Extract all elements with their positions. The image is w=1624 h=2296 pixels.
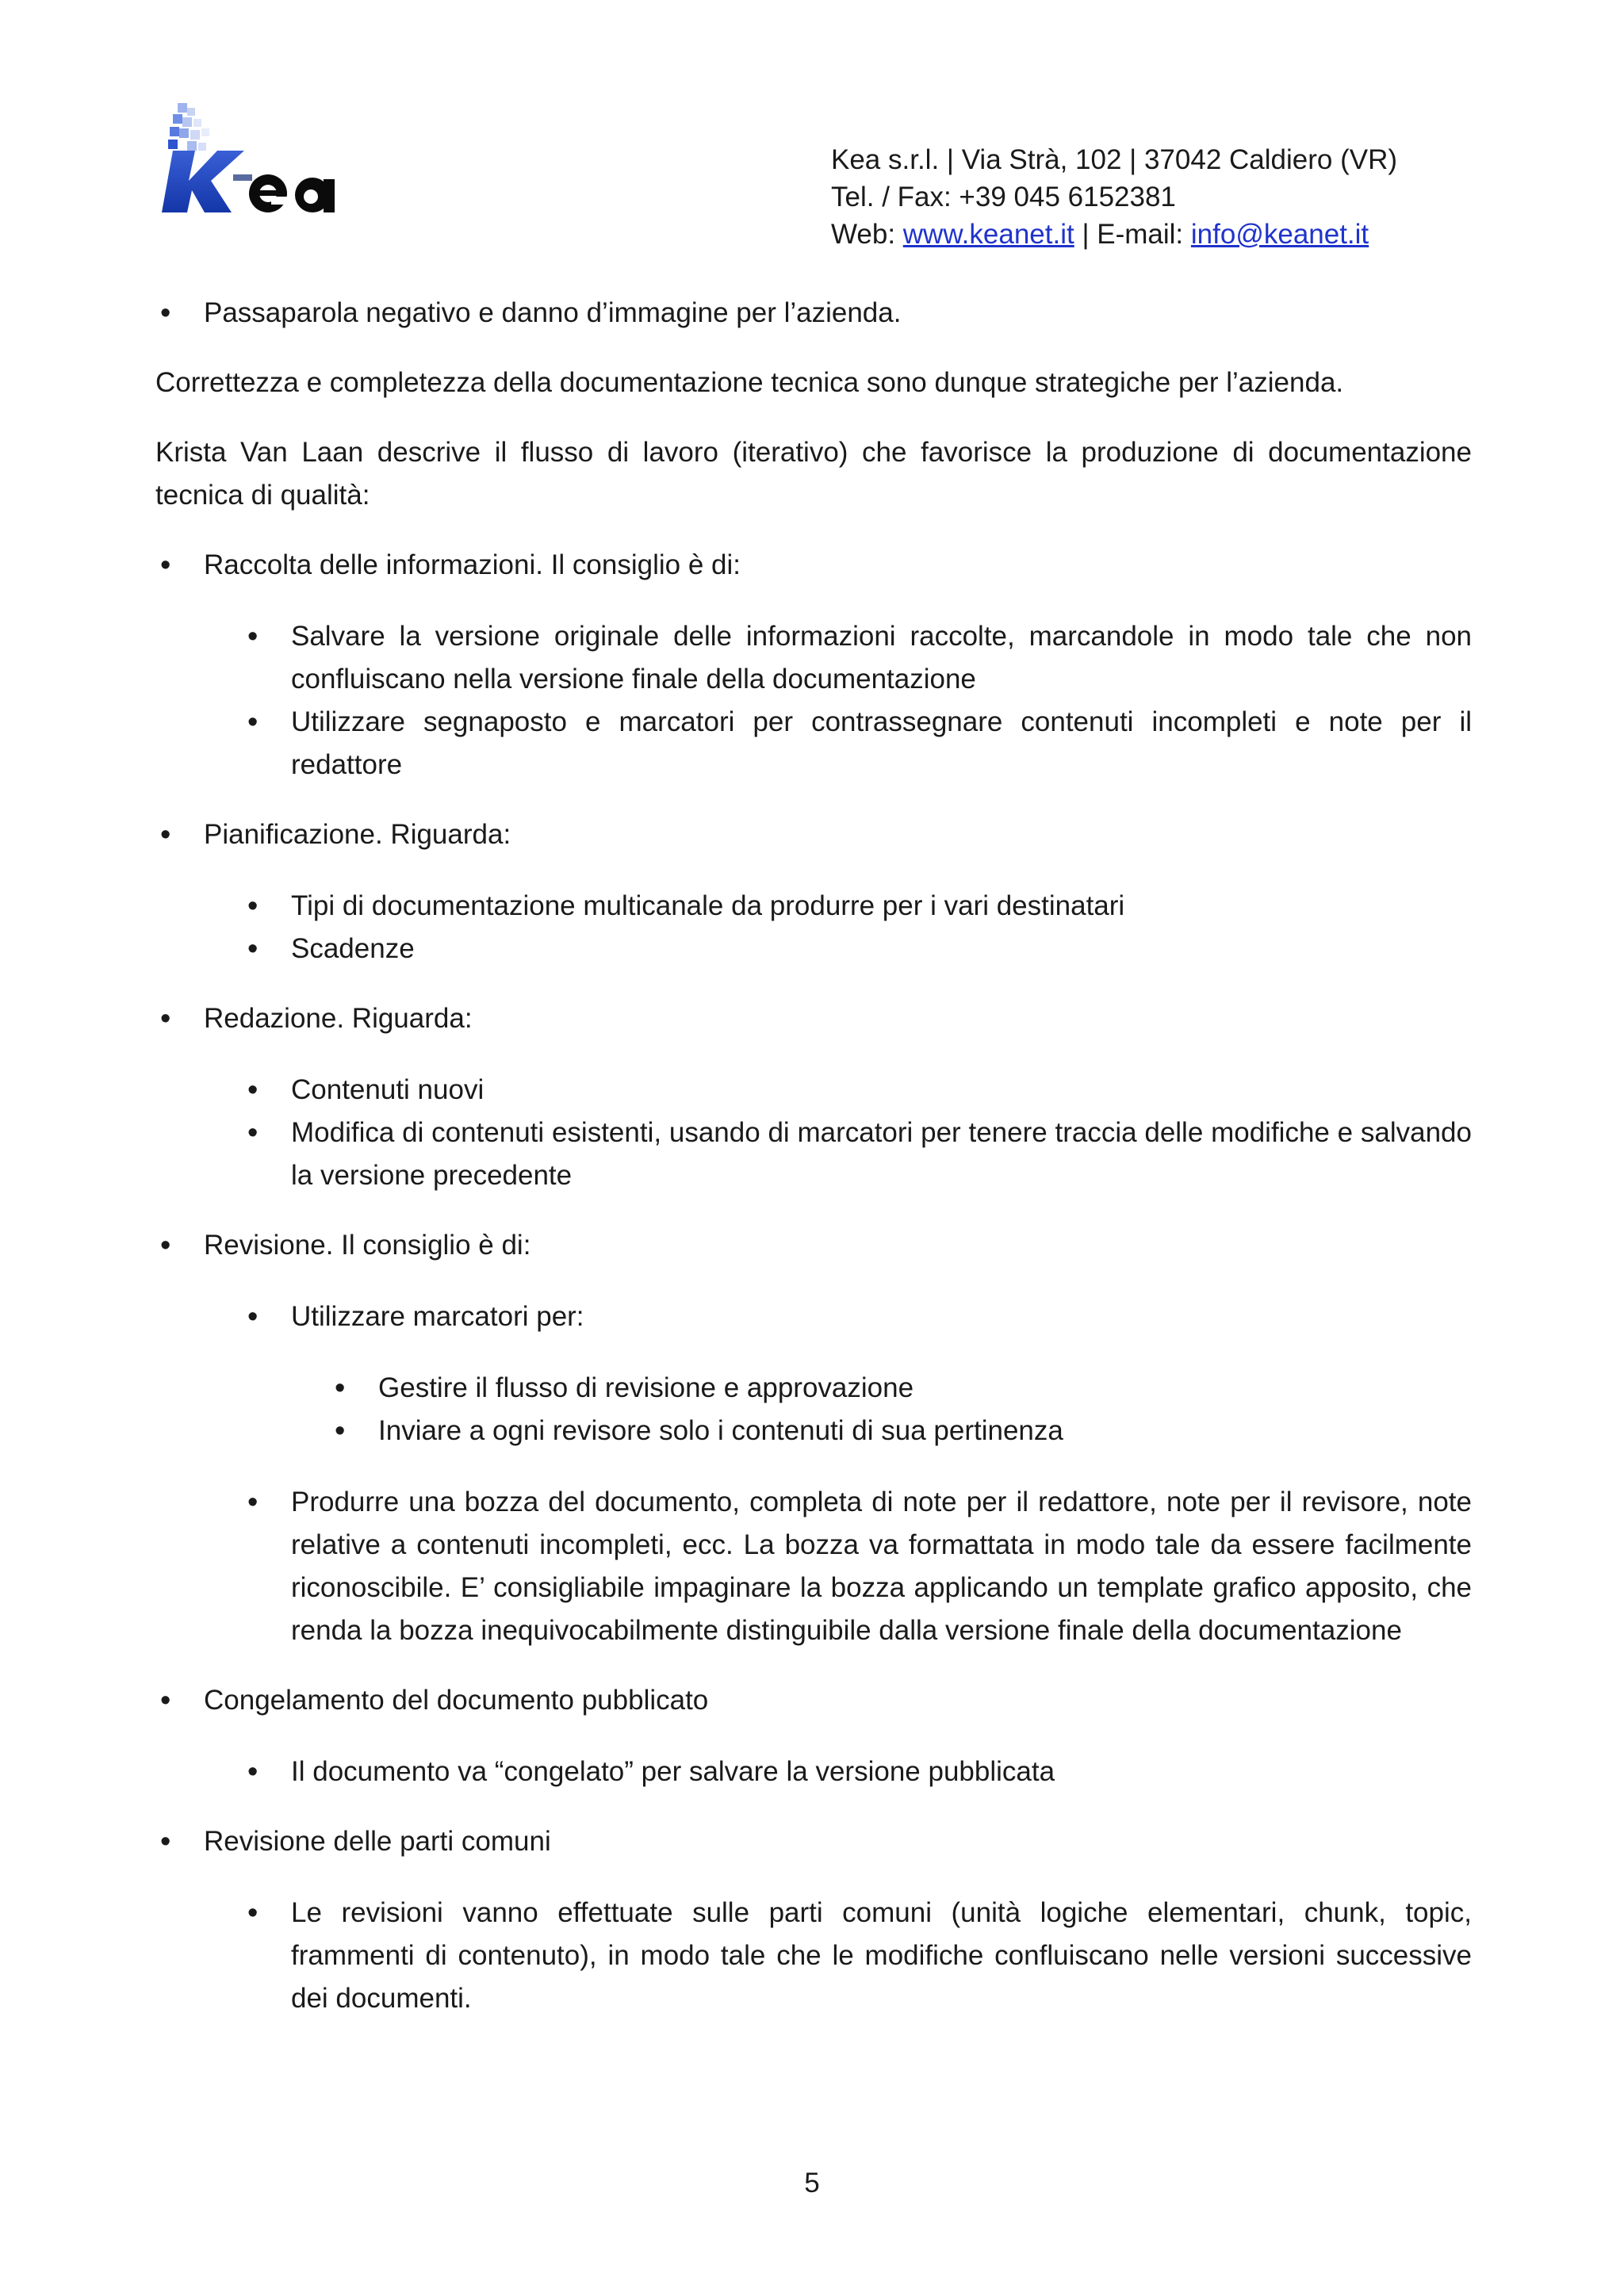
list-item-label: Revisione delle parti comuni xyxy=(204,1826,551,1857)
kea-logo xyxy=(155,101,346,219)
list-item: • Passaparola negativo e danno d’immagine per l’azienda. xyxy=(155,292,1472,335)
list-item: • Produrre una bozza del documento, completa di note per il redattore, note per il revisore, note relative a contenuti incompleti, ecc. La bozza va formattata in modo tale da essere facilmente riconoscibile. E’ consigliabile impaginare la bozza applicando un template grafico apposito, che renda la bozza inequivocabilmente distinguibile dalla versione finale della documentazione xyxy=(243,1481,1472,1652)
workflow-list xyxy=(155,544,1472,2020)
sublist xyxy=(204,1892,1472,2020)
list-item-pianificazione xyxy=(155,813,1472,970)
list-item-raccolta xyxy=(155,544,1472,786)
email-label: | E-mail: xyxy=(1074,219,1191,250)
phone-fax: Tel. / Fax: +39 045 6152381 xyxy=(831,182,1176,212)
list-item-parti-comuni xyxy=(155,1820,1472,2020)
sublist xyxy=(204,615,1472,786)
list-item-congelamento xyxy=(155,1679,1472,1793)
list-item-label: Pianificazione. Riguarda: xyxy=(204,819,511,850)
sublist xyxy=(291,1367,1472,1452)
list-item-label: Revisione. Il consiglio è di: xyxy=(204,1230,531,1261)
list-item: • Modifica di contenuti esistenti, usando di marcatori per tenere traccia delle modifiche e salvando la versione precedente xyxy=(243,1112,1472,1197)
list-item: • Contenuti nuovi xyxy=(243,1069,1472,1112)
web-link[interactable]: www.keanet.it xyxy=(902,219,1074,250)
sublist xyxy=(204,1295,1472,1652)
list-item: • Utilizzare segnaposto e marcatori per contrassegnare contenuti incompleti e note per il redattore xyxy=(243,701,1472,786)
list-item-label: Utilizzare marcatori per: xyxy=(291,1301,584,1332)
sublist xyxy=(204,1751,1472,1793)
kea-logo-graphic xyxy=(155,101,346,219)
list-item-redazione xyxy=(155,997,1472,1197)
list-item-label: Raccolta delle informazioni. Il consiglio è di: xyxy=(204,549,741,580)
header-contact xyxy=(831,141,1397,253)
list-item-revisione xyxy=(155,1224,1472,1652)
web-label: Web: xyxy=(831,219,903,250)
list-item-label: Redazione. Riguarda: xyxy=(204,1003,473,1034)
list-item-label: Congelamento del documento pubblicato xyxy=(204,1685,709,1716)
sublist xyxy=(204,1069,1472,1197)
list-item: • Inviare a ogni revisore solo i contenuti di sua pertinenza xyxy=(330,1410,1472,1452)
paragraph: Correttezza e completezza della documentazione tecnica sono dunque strategiche per l’azienda. xyxy=(155,367,1344,398)
document-body xyxy=(155,292,1472,2047)
paragraph: Krista Van Laan descrive il flusso di lavoro (iterativo) che favorisce la produzione di documentazione tecnica di qualità: xyxy=(155,437,1472,511)
bullet-list-top xyxy=(155,292,1472,335)
list-item: • Scadenze xyxy=(243,928,1472,970)
page-number: 5 xyxy=(804,2168,820,2198)
list-item: • Le revisioni vanno effettuate sulle parti comuni (unità logiche elementari, chunk, topic, frammenti di contenuto), in modo tale che le modifiche confluiscano nelle versioni successive dei documenti. xyxy=(243,1892,1472,2020)
web-email-line xyxy=(831,216,1397,253)
sublist xyxy=(204,885,1472,970)
list-item-marcatori xyxy=(243,1295,1472,1452)
list-item: • Tipi di documentazione multicanale da produrre per i vari destinatari xyxy=(243,885,1472,928)
company-address: Kea s.r.l. | Via Strà, 102 | 37042 Caldiero (VR) xyxy=(831,144,1398,175)
list-item: • Salvare la versione originale delle informazioni raccolte, marcandole in modo tale che non confluiscano nella versione finale della documentazione xyxy=(243,615,1472,701)
email-link[interactable]: info@keanet.it xyxy=(1190,219,1369,250)
list-item: • Gestire il flusso di revisione e approvazione xyxy=(330,1367,1472,1410)
list-item: • Il documento va “congelato” per salvare la versione pubblicata xyxy=(243,1751,1472,1793)
